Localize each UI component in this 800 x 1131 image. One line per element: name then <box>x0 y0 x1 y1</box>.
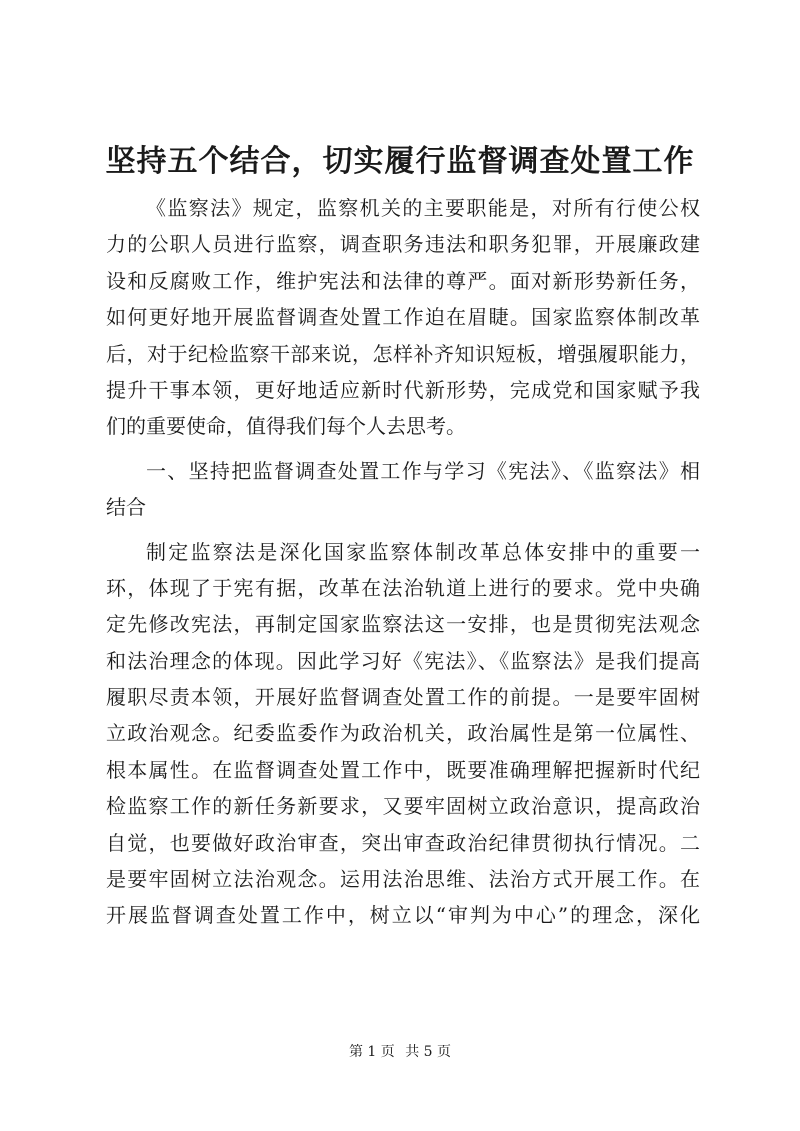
section-heading-line: 结合 <box>106 495 146 520</box>
paragraph-line: 定先修改宪法，再制定国家监察法这一安排，也是贯彻宪法观念 <box>106 612 700 637</box>
paragraph-line: 履职尽责本领，开展好监督调查处置工作的前提。一是要牢固树 <box>106 685 700 710</box>
page-footer <box>0 1042 800 1062</box>
paragraph-line: 制定监察法是深化国家监察体制改革总体安排中的重要一 <box>146 539 700 564</box>
paragraph-line: 是要牢固树立法治观念。运用法治思维、法治方式开展工作。在 <box>106 867 700 892</box>
paragraph-line: 立政治观念。纪委监委作为政治机关，政治属性是第一位属性、 <box>106 721 700 746</box>
paragraph-line: 后，对于纪检监察干部来说，怎样补齐知识短板，增强履职能力， <box>106 341 700 366</box>
page-title: 坚持五个结合，切实履行监督调查处置工作 <box>105 144 695 179</box>
paragraph-line: 环，体现了于宪有据，改革在法治轨道上进行的要求。党中央确 <box>106 575 700 600</box>
paragraph-line: 自觉，也要做好政治审查，突出审查政治纪律贯彻执行情况。二 <box>106 830 700 855</box>
paragraph-line: 们的重要使命，值得我们每个人去思考。 <box>106 414 466 439</box>
paragraph-line: 检监察工作的新任务新要求，又要牢固树立政治意识，提高政治 <box>106 794 700 819</box>
paragraph-line: 如何更好地开展监督调查处置工作迫在眉睫。国家监察体制改革 <box>106 305 700 330</box>
page-total: 共 5 页 <box>405 1044 452 1060</box>
paragraph-line: 提升干事本领，更好地适应新时代新形势，完成党和国家赋予我 <box>106 377 700 402</box>
paragraph-line: 《监察法》规定，监察机关的主要职能是，对所有行使公权 <box>146 196 700 220</box>
paragraph-line: 根本属性。在监督调查处置工作中，既要准确理解把握新时代纪 <box>106 757 700 782</box>
paragraph-line: 设和反腐败工作，维护宪法和法律的尊严。面对新形势新任务， <box>106 268 700 293</box>
paragraph-line: 力的公职人员进行监察，调查职务违法和职务犯罪，开展廉政建 <box>106 232 700 257</box>
section-heading-line: 一、坚持把监督调查处置工作与学习《宪法》、《监察法》相 <box>146 458 700 483</box>
document-body <box>106 190 700 934</box>
page-number: 第 1 页 <box>348 1044 395 1060</box>
paragraph-line: 和法治理念的体现。因此学习好《宪法》、《监察法》是我们提高 <box>106 648 700 673</box>
paragraph-line: 开展监督调查处置工作中，树立以“审判为中心”的理念，深化 <box>106 903 700 928</box>
